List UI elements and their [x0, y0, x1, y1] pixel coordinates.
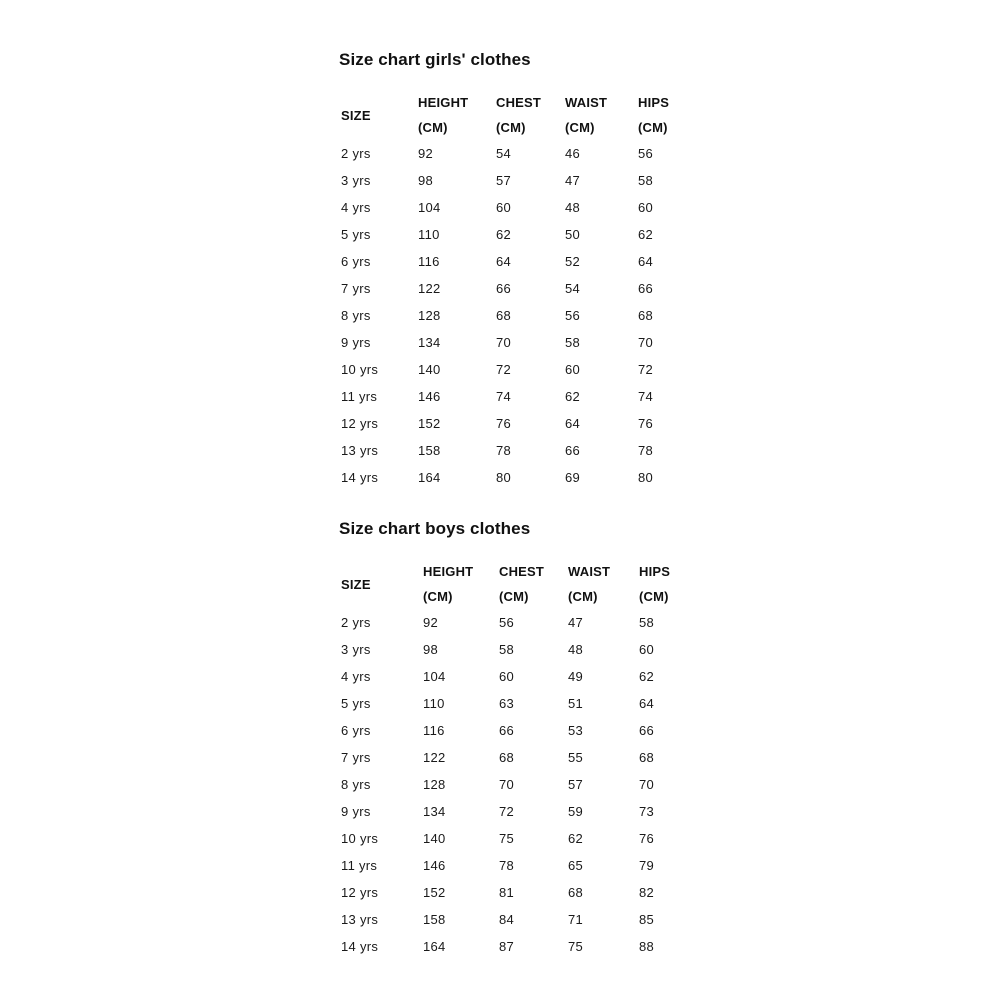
girls-header-row [339, 90, 688, 140]
table-row [339, 690, 689, 717]
size-cell: 14 yrs [341, 939, 379, 954]
chest-cell: 70 [496, 335, 512, 350]
height-cell: 128 [423, 777, 446, 792]
table-row [339, 329, 688, 356]
chest-cell: 54 [496, 146, 512, 161]
waist-cell: 56 [565, 308, 581, 323]
boys-chart-title: Size chart boys clothes [339, 519, 531, 538]
waist-cell: 68 [568, 885, 584, 900]
chest-cell: 72 [496, 362, 512, 377]
waist-cell: 66 [565, 443, 581, 458]
chest-cell: 78 [496, 443, 512, 458]
size-cell: 4 yrs [341, 200, 371, 215]
hips-header-label: HIPS [638, 95, 670, 110]
hips-cell: 76 [639, 831, 655, 846]
height-cell: 152 [423, 885, 446, 900]
girls-chart-title: Size chart girls' clothes [339, 50, 531, 69]
size-cell: 8 yrs [341, 308, 371, 323]
hips-cell: 66 [638, 281, 654, 296]
hips-header-unit: (CM) [638, 120, 668, 135]
height-cell: 134 [423, 804, 446, 819]
waist-cell: 46 [565, 146, 581, 161]
height-cell: 98 [423, 642, 439, 657]
chest-cell: 58 [499, 642, 515, 657]
chest-cell: 57 [496, 173, 512, 188]
waist-cell: 54 [565, 281, 581, 296]
waist-cell: 64 [565, 416, 581, 431]
waist-cell: 69 [565, 470, 581, 485]
table-row [339, 383, 688, 410]
waist-cell: 52 [565, 254, 581, 269]
waist-cell: 75 [568, 939, 584, 954]
waist-cell: 62 [565, 389, 581, 404]
table-row [339, 636, 689, 663]
waist-cell: 57 [568, 777, 584, 792]
height-cell: 98 [418, 173, 434, 188]
waist-cell: 58 [565, 335, 581, 350]
chest-cell: 81 [499, 885, 515, 900]
hips-cell: 60 [639, 642, 655, 657]
chest-cell: 60 [496, 200, 512, 215]
size-cell: 2 yrs [341, 615, 371, 630]
hips-cell: 64 [639, 696, 655, 711]
waist-cell: 48 [568, 642, 584, 657]
height-header-label: HEIGHT [423, 564, 474, 579]
waist-header-unit: (CM) [568, 589, 598, 604]
height-header-label: HEIGHT [418, 95, 469, 110]
size-cell: 7 yrs [341, 750, 371, 765]
size-cell: 6 yrs [341, 723, 371, 738]
hips-cell: 64 [638, 254, 654, 269]
hips-cell: 82 [639, 885, 655, 900]
chest-cell: 87 [499, 939, 515, 954]
height-cell: 146 [418, 389, 441, 404]
size-cell: 9 yrs [341, 335, 371, 350]
waist-cell: 65 [568, 858, 584, 873]
girls-size-table [339, 90, 688, 491]
table-row [339, 275, 688, 302]
waist-header-label: WAIST [565, 95, 608, 110]
waist-cell: 71 [568, 912, 584, 927]
waist-column-header [568, 559, 639, 609]
height-cell: 122 [423, 750, 446, 765]
table-row [339, 302, 688, 329]
waist-cell: 55 [568, 750, 584, 765]
chest-header-unit: (CM) [499, 589, 529, 604]
size-cell: 3 yrs [341, 173, 371, 188]
height-cell: 158 [423, 912, 446, 927]
height-column-header [418, 90, 496, 140]
table-row [339, 852, 689, 879]
height-cell: 122 [418, 281, 441, 296]
boys-table-body [339, 609, 689, 960]
chest-cell: 64 [496, 254, 512, 269]
size-cell: 5 yrs [341, 696, 371, 711]
table-row [339, 879, 689, 906]
size-cell: 9 yrs [341, 804, 371, 819]
waist-cell: 62 [568, 831, 584, 846]
waist-cell: 49 [568, 669, 584, 684]
table-row [339, 663, 689, 690]
size-column-header: SIZE [341, 107, 371, 123]
height-header-unit: (CM) [418, 120, 448, 135]
hips-cell: 85 [639, 912, 655, 927]
hips-column-header [638, 90, 688, 140]
table-row [339, 248, 688, 275]
table-row [339, 437, 688, 464]
table-row [339, 167, 688, 194]
table-row [339, 906, 689, 933]
chest-header-label: CHEST [496, 95, 542, 110]
hips-cell: 62 [638, 227, 654, 242]
hips-cell: 79 [639, 858, 655, 873]
waist-cell: 51 [568, 696, 584, 711]
boys-size-chart [339, 519, 699, 960]
hips-cell: 56 [638, 146, 654, 161]
size-cell: 10 yrs [341, 362, 379, 377]
hips-cell: 74 [638, 389, 654, 404]
height-cell: 92 [418, 146, 434, 161]
waist-header-label: WAIST [568, 564, 611, 579]
hips-cell: 70 [639, 777, 655, 792]
size-column-header: SIZE [341, 576, 371, 592]
hips-cell: 76 [638, 416, 654, 431]
waist-cell: 60 [565, 362, 581, 377]
height-cell: 104 [418, 200, 441, 215]
chest-cell: 84 [499, 912, 515, 927]
size-cell: 13 yrs [341, 443, 379, 458]
size-cell: 13 yrs [341, 912, 379, 927]
height-cell: 116 [418, 254, 440, 269]
chest-cell: 62 [496, 227, 512, 242]
size-cell: 3 yrs [341, 642, 371, 657]
chest-header-unit: (CM) [496, 120, 526, 135]
hips-cell: 88 [639, 939, 655, 954]
table-row [339, 798, 689, 825]
waist-cell: 50 [565, 227, 581, 242]
chest-cell: 80 [496, 470, 512, 485]
hips-header-label: HIPS [639, 564, 671, 579]
hips-cell: 72 [638, 362, 654, 377]
size-cell: 11 yrs [341, 389, 378, 404]
height-cell: 140 [423, 831, 446, 846]
size-cell: 2 yrs [341, 146, 371, 161]
chest-cell: 60 [499, 669, 515, 684]
size-cell: 12 yrs [341, 885, 379, 900]
table-row [339, 140, 688, 167]
height-cell: 152 [418, 416, 441, 431]
table-row [339, 933, 689, 960]
table-row [339, 194, 688, 221]
table-row [339, 825, 689, 852]
size-cell: 6 yrs [341, 254, 371, 269]
height-cell: 140 [418, 362, 441, 377]
chest-column-header [496, 90, 565, 140]
chest-cell: 63 [499, 696, 515, 711]
hips-cell: 68 [639, 750, 655, 765]
chest-cell: 56 [499, 615, 515, 630]
hips-cell: 70 [638, 335, 654, 350]
size-cell: 12 yrs [341, 416, 379, 431]
table-row [339, 609, 689, 636]
chest-cell: 78 [499, 858, 515, 873]
chest-cell: 70 [499, 777, 515, 792]
boys-size-table [339, 559, 689, 960]
table-row [339, 221, 688, 248]
hips-cell: 68 [638, 308, 654, 323]
table-row [339, 464, 688, 491]
chest-cell: 72 [499, 804, 515, 819]
height-cell: 164 [418, 470, 441, 485]
size-cell: 4 yrs [341, 669, 371, 684]
hips-cell: 66 [639, 723, 655, 738]
hips-cell: 58 [638, 173, 654, 188]
hips-cell: 80 [638, 470, 654, 485]
height-cell: 134 [418, 335, 441, 350]
height-cell: 116 [423, 723, 445, 738]
height-cell: 164 [423, 939, 446, 954]
girls-table-body [339, 140, 688, 491]
hips-cell: 62 [639, 669, 655, 684]
chest-cell: 68 [496, 308, 512, 323]
waist-cell: 59 [568, 804, 584, 819]
waist-header-unit: (CM) [565, 120, 595, 135]
height-cell: 110 [418, 227, 440, 242]
waist-cell: 47 [565, 173, 581, 188]
height-column-header [423, 559, 499, 609]
chest-column-header [499, 559, 568, 609]
size-cell: 5 yrs [341, 227, 371, 242]
table-row [339, 744, 689, 771]
table-row [339, 771, 689, 798]
hips-header-unit: (CM) [639, 589, 669, 604]
chest-header-label: CHEST [499, 564, 545, 579]
height-cell: 158 [418, 443, 441, 458]
table-row [339, 356, 688, 383]
boys-header-row [339, 559, 689, 609]
table-row [339, 717, 689, 744]
waist-cell: 47 [568, 615, 584, 630]
chest-cell: 75 [499, 831, 515, 846]
chest-cell: 68 [499, 750, 515, 765]
height-cell: 104 [423, 669, 446, 684]
chest-cell: 76 [496, 416, 512, 431]
hips-cell: 73 [639, 804, 655, 819]
girls-size-chart [339, 50, 699, 491]
height-cell: 128 [418, 308, 441, 323]
table-row [339, 410, 688, 437]
chest-cell: 66 [499, 723, 515, 738]
hips-cell: 78 [638, 443, 654, 458]
height-cell: 110 [423, 696, 445, 711]
chest-cell: 66 [496, 281, 512, 296]
size-cell: 10 yrs [341, 831, 379, 846]
hips-column-header [639, 559, 689, 609]
height-cell: 92 [423, 615, 439, 630]
waist-cell: 48 [565, 200, 581, 215]
size-cell: 14 yrs [341, 470, 379, 485]
height-cell: 146 [423, 858, 446, 873]
hips-cell: 58 [639, 615, 655, 630]
waist-column-header [565, 90, 638, 140]
waist-cell: 53 [568, 723, 584, 738]
size-cell: 7 yrs [341, 281, 371, 296]
chest-cell: 74 [496, 389, 512, 404]
size-cell: 8 yrs [341, 777, 371, 792]
height-header-unit: (CM) [423, 589, 453, 604]
hips-cell: 60 [638, 200, 654, 215]
size-cell: 11 yrs [341, 858, 378, 873]
